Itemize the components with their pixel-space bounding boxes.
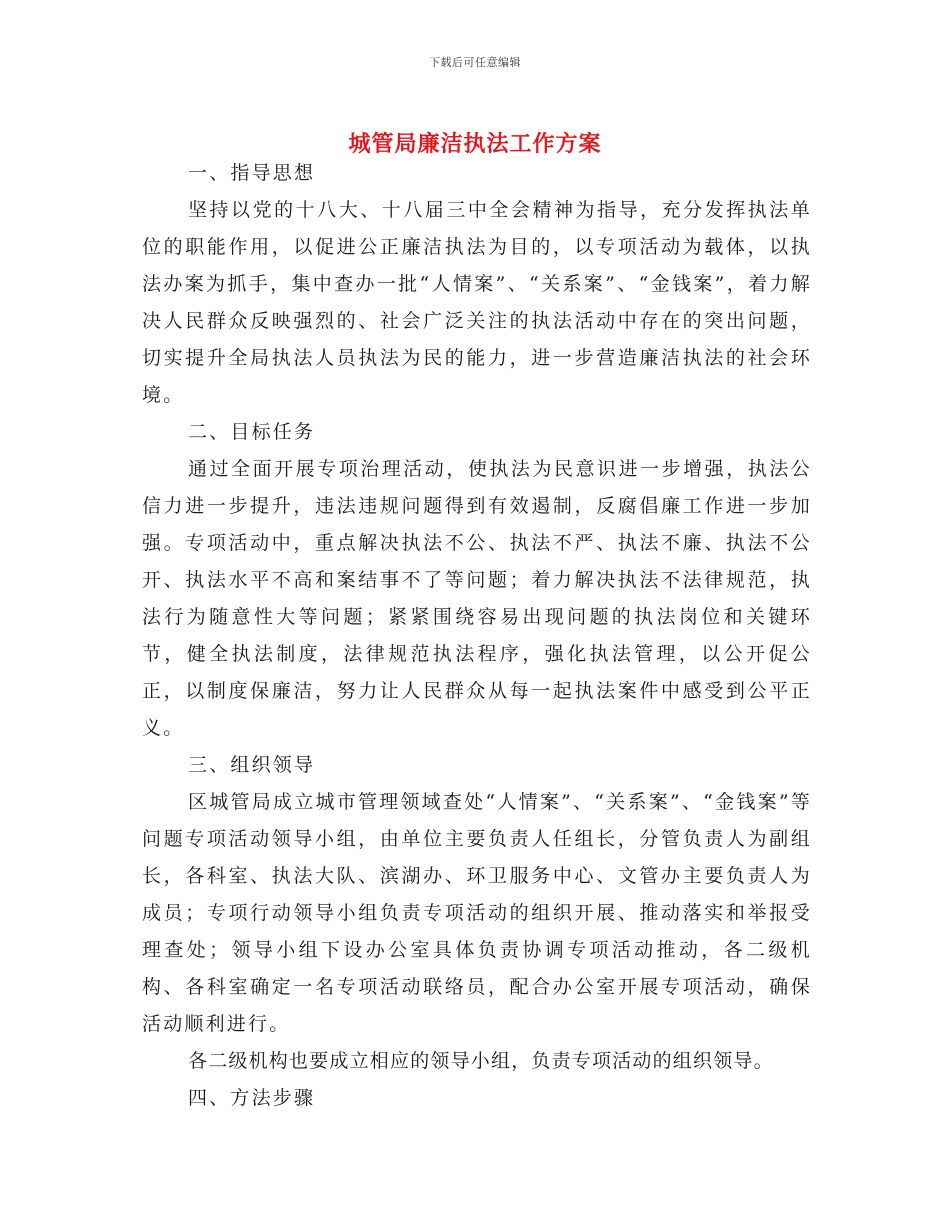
- section-methods-steps: [142, 1080, 812, 1117]
- section-heading: 二、目标任务: [188, 421, 316, 443]
- section-goals-tasks: [142, 414, 812, 747]
- document-title: 城管局廉洁执法工作方案: [348, 130, 602, 157]
- paragraph: 坚持以党的十八大、十八届三中全会精神为指导，充分发挥执法单位的职能作用，以促进公正廉洁执法为目的，以专项活动为载体，以执法办案为抓手，集中查办一批“人情案”、“关系案”、“金钱案”，着力解决人民群众反映强烈的、社会广泛关注的执法活动中存在的突出问题，切实提升全局执法人员执法为民的能力，进一步营造廉洁执法的社会环境。: [142, 199, 812, 406]
- paragraph: 通过全面开展专项治理活动，使执法为民意识进一步增强，执法公信力进一步提升，违法违规问题得到有效遏制，反腐倡廉工作进一步加强。专项活动中，重点解决执法不公、执法不严、执法不廉、执法不公开、执法水平不高和案结事不了等问题；着力解决执法不法律规范，执法行为随意性大等问题；紧紧围绕容易出现问题的执法岗位和关键环节，健全执法制度，法律规范执法程序，强化执法管理，以公开促公正，以制度保廉洁，努力让人民群众从每一起执法案件中感受到公平正义。: [142, 458, 812, 739]
- section-guiding-ideology: [142, 155, 812, 414]
- section-heading: 三、组织领导: [188, 754, 316, 776]
- paragraph: 区城管局成立城市管理领域查处“人情案”、“关系案”、“金钱案”等问题专项活动领导小组，由单位主要负责人任组长，分管负责人为副组长，各科室、执法大队、滨湖办、环卫服务中心、文管办主要负责人为成员；专项行动领导小组负责专项活动的组织开展、推动落实和举报受理查处；领导小组下设办公室具体负责协调专项活动推动，各二级机构、各科室确定一名专项活动联络员，配合办公室开展专项活动，确保活动顺利进行。: [142, 791, 812, 1035]
- paragraph: 各二级机构也要成立相应的领导小组，负责专项活动的组织领导。: [188, 1050, 774, 1072]
- section-heading: 四、方法步骤: [188, 1087, 316, 1109]
- header-note: 下载后可任意编辑: [429, 56, 521, 69]
- document-body: [142, 155, 812, 1117]
- section-heading: 一、指导思想: [188, 162, 316, 184]
- section-organization-leadership: [142, 747, 812, 1080]
